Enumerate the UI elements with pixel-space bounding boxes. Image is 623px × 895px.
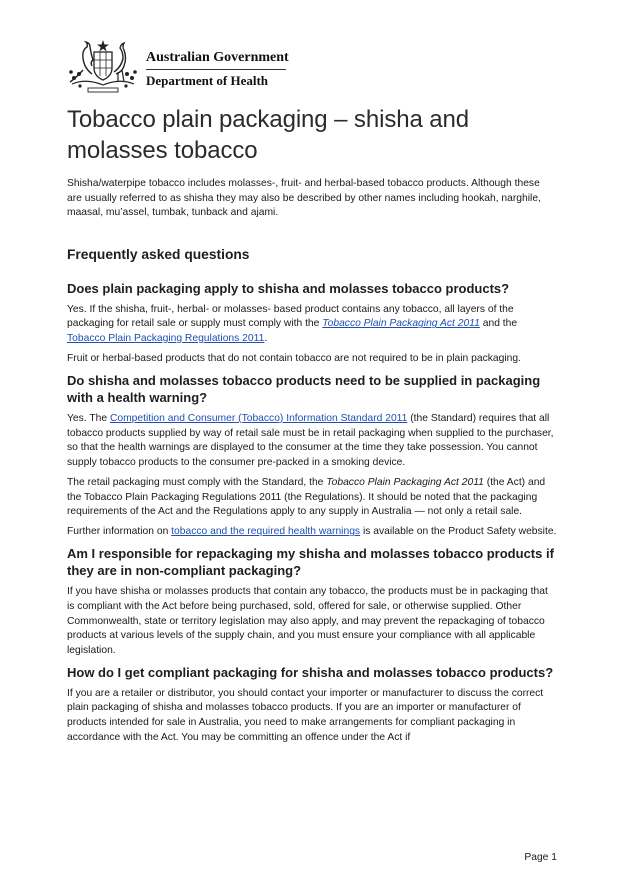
coat-of-arms-icon [66,38,140,94]
question-3-heading: Am I responsible for repackaging my shisha and molasses tobacco products if they are in non-compliant packaging? [67,546,554,579]
text-run: Further information on [67,526,172,538]
question-3-answer-p1: If you have shisha or molasses products that contain any tobacco, the products must be in packaging that is compliant with the Act before being purchased, sold, offered for sale, or otherwise supplied. Other Commonwealth, state or territory legislation may also apply, and may prevent the repackaging of tobacco products at various levels of the supply chain, and you must ensure your compliance with all applicable legislation. [67,586,548,656]
question-2-answer-p2 [67,476,557,520]
page-number: Page 1 [524,852,557,863]
intro-paragraph: Shisha/waterpipe tobacco includes molasses-, fruit- and herbal-based tobacco products. Although these are usually referred to as shisha they may also be described by other names including hookah, narghile, maasal, mu’assel, tumbak, tunback and ajami. [67,178,541,219]
department-name: Department of Health [146,73,269,88]
act-title-italic: Tobacco Plain Packaging Act 2011 [326,477,484,489]
page-title: Tobacco plain packaging – shisha and molasses tobacco [67,106,470,164]
question-2-heading: Do shisha and molasses tobacco products need to be supplied in packaging with a health warning? [67,373,541,406]
tpp-regulations-link[interactable]: Tobacco Plain Packaging Regulations 2011 [67,332,265,344]
question-2-answer-p1 [67,412,557,470]
text-run: Yes. If the shisha, fruit-, herbal- or molasses- based product contains any tobacco, all layers of the packaging for retail sale or supply must comply with the [67,303,514,330]
faq-heading: Frequently asked questions [67,246,250,262]
question-1-answer-p2: Fruit or herbal-based products that do not contain tobacco are not required to be in plain packaging. [67,353,521,365]
government-name: Australian Government [146,50,289,65]
text-run: . [264,332,268,344]
document-body [67,104,557,751]
question-4-answer-p1: If you are a retailer or distributor, you should contact your importer or manufacturer to discuss the correct plain packaging of shisha and molasses tobacco products. If you are an importer or manufacturer of products intended for sale in Australia, you need to make arrangements for compliant packaging in accordance with the Act. You may be committing an offence under the Act if [67,687,544,743]
information-standard-link[interactable]: Competition and Consumer (Tobacco) Information Standard 2011 [109,413,408,425]
header-divider [146,69,286,70]
text-run: Yes. The [67,413,110,425]
question-1-heading: Does plain packaging apply to shisha and molasses tobacco products? [67,280,510,296]
question-1-answer-p1 [67,303,557,347]
text-run: (the Act) and the Tobacco Plain Packaging Regulations 2011 (the Regulations). It should be noted that the packaging requirements of the Act and the Regulations apply to any supply in Australia — not only a retail sale. [67,477,546,518]
text-run: is available on the Product Safety website. [360,526,557,538]
question-4-heading: How do I get compliant packaging for shisha and molasses tobacco products? [67,664,554,680]
text-run: (the Standard) requires that all tobacco products supplied by way of retail sale must be in retail packaging when supplied to the purchaser, so that the health warnings are displayed to the consumer at the time they take possession. You cannot supply tobacco products to the consumer pre-packed in a smoking device. [67,413,554,468]
text-run: The retail packaging must comply with the Standard, the [67,477,327,489]
text-run: and the [479,318,518,330]
health-warnings-link[interactable]: tobacco and the required health warnings [171,526,361,538]
question-2-answer-p3 [67,525,557,540]
government-header [66,38,306,96]
government-wordmark [146,50,306,89]
tpp-act-link[interactable]: Tobacco Plain Packaging Act 2011 [322,318,480,330]
